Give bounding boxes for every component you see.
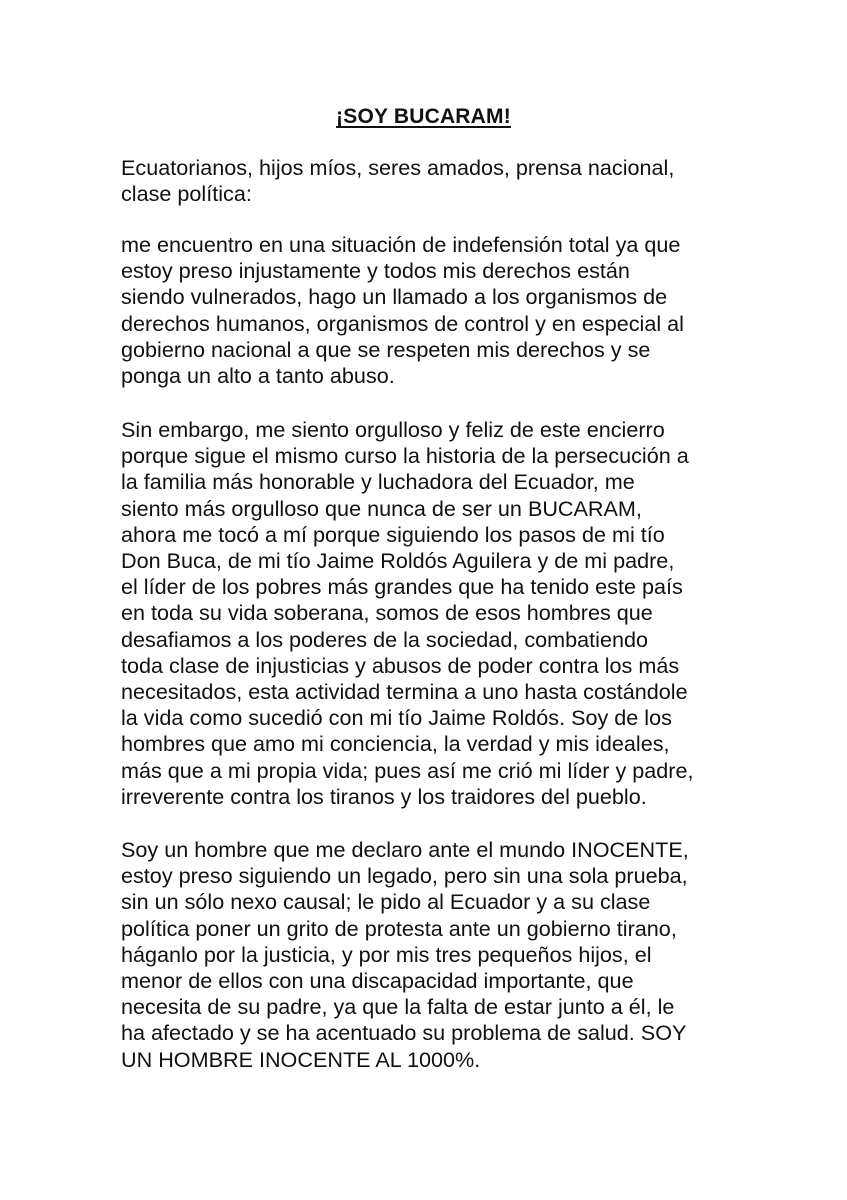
text-line: me encuentro en una situación de indefensión total ya que: [121, 232, 681, 257]
paragraph-appeal: [121, 232, 761, 389]
text-line: Don Buca, de mi tío Jaime Roldós Aguilera y de mi padre,: [121, 548, 675, 574]
text-line: clase política:: [121, 181, 252, 207]
text-line: Ecuatorianos, hijos míos, seres amados, prensa nacional,: [121, 155, 675, 180]
text-line: estoy preso siguiendo un legado, pero sin una sola prueba,: [121, 863, 688, 889]
text-line: sin un sólo nexo causal; le pido al Ecuador y a su clase: [121, 889, 651, 915]
text-line: necesita de su padre, ya que la falta de estar junto a él, le: [121, 994, 675, 1020]
text-line: ponga un alto a tanto abuso.: [121, 363, 395, 389]
text-line: hombres que amo mi conciencia, la verdad y mis ideales,: [121, 731, 670, 757]
paragraph-innocence: [121, 837, 761, 1073]
text-line: derechos humanos, organismos de control y en especial al: [121, 310, 684, 336]
text-line: la familia más honorable y luchadora del Ecuador, me: [121, 469, 635, 495]
text-line: el líder de los pobres más grandes que ha tenido este país: [121, 574, 683, 600]
text-line: la vida como sucedió con mi tío Jaime Roldós. Soy de los: [121, 705, 672, 731]
text-line: estoy preso injustamente y todos mis derechos están: [121, 258, 630, 284]
text-line: gobierno nacional a que se respeten mis derechos y se: [121, 336, 651, 362]
text-line: porque sigue el mismo curso la historia de la persecución a: [121, 443, 689, 469]
text-line: política poner un grito de protesta ante un gobierno tirano,: [121, 915, 677, 941]
text-line: menor de ellos con una discapacidad importante, que: [121, 968, 634, 994]
text-line: ahora me tocó a mí porque siguiendo los pasos de mi tío: [121, 521, 665, 547]
text-line: siendo vulnerados, hago un llamado a los organismos de: [121, 284, 668, 310]
text-line: Sin embargo, me siento orgulloso y feliz de este encierro: [121, 417, 665, 442]
text-line: ha afectado y se ha acentuado su problema de salud. SOY: [121, 1020, 687, 1046]
text-line: en toda su vida soberana, somos de esos hombres que: [121, 600, 653, 626]
text-line: más que a mi propia vida; pues así me crió mi líder y padre,: [121, 757, 694, 783]
text-line: desafiamos a los poderes de la sociedad, combatiendo: [121, 626, 648, 652]
document-title: ¡SOY BUCARAM!: [336, 105, 511, 128]
text-line: irreverente contra los tiranos y los traidores del pueblo.: [121, 783, 647, 809]
paragraph-pride: [121, 417, 761, 810]
text-line: Soy un hombre que me declaro ante el mundo INOCENTE,: [121, 837, 689, 862]
paragraph-greeting: [121, 155, 761, 207]
text-line: UN HOMBRE INOCENTE AL 1000%.: [121, 1046, 481, 1072]
text-line: háganlo por la justicia, y por mis tres pequeños hijos, el: [121, 941, 652, 967]
text-line: necesitados, esta actividad termina a uno hasta costándole: [121, 679, 688, 705]
text-line: toda clase de injusticias y abusos de poder contra los más: [121, 652, 680, 678]
text-line: siento más orgulloso que nunca de ser un BUCARAM,: [121, 495, 642, 521]
